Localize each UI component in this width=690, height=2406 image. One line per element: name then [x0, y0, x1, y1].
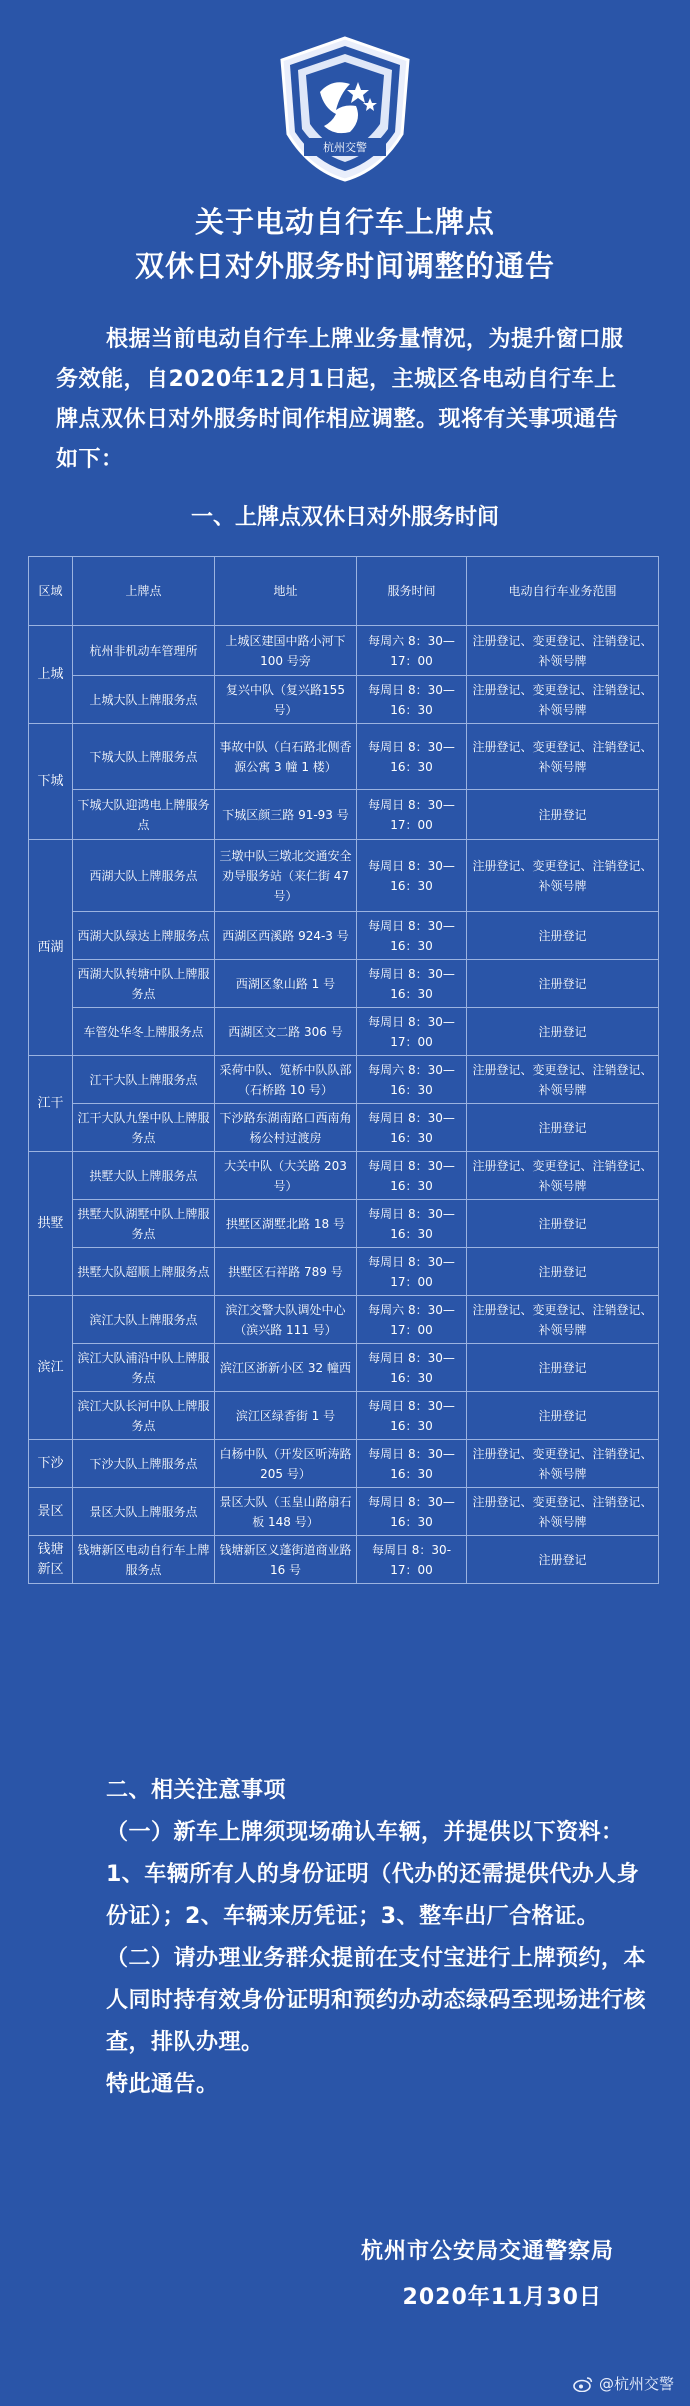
point-cell: 滨江大队长河中队上牌服务点 — [73, 1392, 215, 1440]
address-cell: 滨江交警大队调处中心（滨兴路 111 号） — [215, 1296, 357, 1344]
table-row — [29, 1152, 659, 1200]
time-cell: 每周日 8：30—16：30 — [357, 676, 467, 724]
point-cell: 江干大队上牌服务点 — [73, 1056, 215, 1104]
intro-paragraph — [56, 320, 636, 480]
time-cell: 每周日 8：30—16：30 — [357, 1488, 467, 1536]
point-cell: 下城大队迎鸿电上牌服务点 — [73, 790, 215, 840]
service-time-table — [28, 556, 659, 1584]
point-cell: 滨江大队浦沿中队上牌服务点 — [73, 1344, 215, 1392]
header-district: 区域 — [29, 557, 73, 626]
section-1-title: 一、上牌点双休日对外服务时间 — [190, 505, 499, 530]
address-cell: 钱塘新区义蓬街道商业路 16 号 — [215, 1536, 357, 1584]
district-cell: 上城 — [29, 626, 73, 724]
address-cell: 大关中队（大关路 203 号） — [215, 1152, 357, 1200]
address-cell: 拱墅区湖墅北路 18 号 — [215, 1200, 357, 1248]
note-2: （二）请办理业务群众提前在支付宝进行上牌预约，本人同时持有效身份证明和预约办动态绿码至现场进行核查，排队办理。 — [106, 1946, 647, 2055]
point-cell: 上城大队上牌服务点 — [73, 676, 215, 724]
address-cell: 上城区建国中路小河下 100 号旁 — [215, 626, 357, 676]
weibo-icon — [573, 2376, 593, 2392]
time-cell: 每周日 8：30—17：00 — [357, 1248, 467, 1296]
table-row — [29, 1008, 659, 1056]
point-cell: 杭州非机动车管理所 — [73, 626, 215, 676]
scope-cell: 注册登记 — [467, 960, 659, 1008]
table-row — [29, 1248, 659, 1296]
address-cell: 下沙路东湖南路口西南角杨公村过渡房 — [215, 1104, 357, 1152]
time-cell: 每周六 8：30—17：00 — [357, 1296, 467, 1344]
time-cell: 每周日 8：30-17：00 — [357, 1536, 467, 1584]
title-line-1: 关于电动自行车上牌点 — [194, 205, 495, 239]
scope-cell: 注册登记 — [467, 1248, 659, 1296]
table-row — [29, 1344, 659, 1392]
address-cell: 事故中队（白石路北侧香源公寓 3 幢 1 楼） — [215, 724, 357, 790]
scope-cell: 注册登记、变更登记、注销登记、补领号牌 — [467, 840, 659, 912]
point-cell: 钱塘新区电动自行车上牌服务点 — [73, 1536, 215, 1584]
district-cell: 下城 — [29, 724, 73, 840]
address-cell: 采荷中队、笕桥中队队部（石桥路 10 号） — [215, 1056, 357, 1104]
scope-cell: 注册登记、变更登记、注销登记、补领号牌 — [467, 1296, 659, 1344]
watermark-text: @杭州交警 — [598, 2375, 674, 2393]
scope-cell: 注册登记 — [467, 1104, 659, 1152]
address-cell: 西湖区文二路 306 号 — [215, 1008, 357, 1056]
time-cell: 每周日 8：30—16：30 — [357, 1344, 467, 1392]
scope-cell: 注册登记 — [467, 1344, 659, 1392]
scope-cell: 注册登记 — [467, 1536, 659, 1584]
time-cell: 每周日 8：30—17：00 — [357, 1008, 467, 1056]
time-cell: 每周日 8：30—16：30 — [357, 1200, 467, 1248]
time-cell: 每周六 8：30—16：30 — [357, 1056, 467, 1104]
address-cell: 三墩中队三墩北交通安全劝导服务站（来仁街 47 号） — [215, 840, 357, 912]
table-row — [29, 676, 659, 724]
district-cell: 钱塘新区 — [29, 1536, 73, 1584]
point-cell: 拱墅大队湖墅中队上牌服务点 — [73, 1200, 215, 1248]
address-cell: 滨江区浙新小区 32 幢西 — [215, 1344, 357, 1392]
point-cell: 下沙大队上牌服务点 — [73, 1440, 215, 1488]
time-cell: 每周日 8：30—17：00 — [357, 790, 467, 840]
signature-org: 杭州市公安局交通警察局 — [360, 2239, 614, 2264]
scope-cell: 注册登记 — [467, 790, 659, 840]
table-header-row — [29, 557, 659, 626]
table-row — [29, 626, 659, 676]
table-row — [29, 724, 659, 790]
scope-cell: 注册登记、变更登记、注销登记、补领号牌 — [467, 724, 659, 790]
time-cell: 每周日 8：30—16：30 — [357, 724, 467, 790]
address-cell: 滨江区绿香街 1 号 — [215, 1392, 357, 1440]
time-cell: 每周日 8：30—16：30 — [357, 1152, 467, 1200]
scope-cell: 注册登记 — [467, 1200, 659, 1248]
district-cell: 景区 — [29, 1488, 73, 1536]
table-row — [29, 790, 659, 840]
scope-cell: 注册登记、变更登记、注销登记、补领号牌 — [467, 1488, 659, 1536]
time-cell: 每周日 8：30—16：30 — [357, 1392, 467, 1440]
header-point: 上牌点 — [73, 557, 215, 626]
note-1: （一）新车上牌须现场确认车辆，并提供以下资料：1、车辆所有人的身份证明（代办的还需提供代办人身份证）；2、车辆来历凭证；3、整车出厂合格证。 — [106, 1820, 640, 1929]
district-cell: 西湖 — [29, 840, 73, 1056]
closing-text: 特此通告。 — [106, 2072, 219, 2097]
table-row — [29, 1104, 659, 1152]
time-cell: 每周日 8：30—16：30 — [357, 1440, 467, 1488]
point-cell: 车管处华冬上牌服务点 — [73, 1008, 215, 1056]
signature-date: 2020年11月30日 — [402, 2285, 602, 2310]
point-cell: 西湖大队上牌服务点 — [73, 840, 215, 912]
table-row — [29, 1440, 659, 1488]
district-cell: 下沙 — [29, 1440, 73, 1488]
traffic-police-badge-icon — [270, 34, 420, 184]
time-cell: 每周日 8：30—16：30 — [357, 912, 467, 960]
point-cell: 西湖大队转塘中队上牌服务点 — [73, 960, 215, 1008]
address-cell: 复兴中队（复兴路155 号） — [215, 676, 357, 724]
table-row — [29, 1392, 659, 1440]
watermark — [573, 2373, 674, 2394]
table-row — [29, 840, 659, 912]
address-cell: 西湖区象山路 1 号 — [215, 960, 357, 1008]
table-body — [29, 626, 659, 1584]
scope-cell: 注册登记、变更登记、注销登记、补领号牌 — [467, 1440, 659, 1488]
header-scope: 电动自行车业务范围 — [467, 557, 659, 626]
title-line-2: 双休日对外服务时间调整的通告 — [134, 249, 555, 283]
district-cell: 滨江 — [29, 1296, 73, 1440]
address-cell: 拱墅区石祥路 789 号 — [215, 1248, 357, 1296]
svg-text:杭州交警: 杭州交警 — [323, 141, 367, 154]
time-cell: 每周日 8：30—16：30 — [357, 840, 467, 912]
table-row — [29, 1200, 659, 1248]
point-cell: 滨江大队上牌服务点 — [73, 1296, 215, 1344]
point-cell: 西湖大队绿达上牌服务点 — [73, 912, 215, 960]
point-cell: 江干大队九堡中队上牌服务点 — [73, 1104, 215, 1152]
scope-cell: 注册登记、变更登记、注销登记、补领号牌 — [467, 1056, 659, 1104]
address-cell: 下城区颜三路 91-93 号 — [215, 790, 357, 840]
scope-cell: 注册登记、变更登记、注销登记、补领号牌 — [467, 1152, 659, 1200]
address-cell: 西湖区西溪路 924-3 号 — [215, 912, 357, 960]
table-row — [29, 1488, 659, 1536]
time-cell: 每周六 8：30—17：00 — [357, 626, 467, 676]
table-row — [29, 1536, 659, 1584]
table-row — [29, 1056, 659, 1104]
point-cell: 拱墅大队超顺上牌服务点 — [73, 1248, 215, 1296]
district-cell: 拱墅 — [29, 1152, 73, 1296]
scope-cell: 注册登记、变更登记、注销登记、补领号牌 — [467, 626, 659, 676]
scope-cell: 注册登记、变更登记、注销登记、补领号牌 — [467, 676, 659, 724]
time-cell: 每周日 8：30—16：30 — [357, 960, 467, 1008]
district-cell: 江干 — [29, 1056, 73, 1152]
address-cell: 白杨中队（开发区听涛路 205 号） — [215, 1440, 357, 1488]
section-2-title: 二、相关注意事项 — [106, 1778, 287, 1803]
point-cell: 拱墅大队上牌服务点 — [73, 1152, 215, 1200]
point-cell: 下城大队上牌服务点 — [73, 724, 215, 790]
scope-cell: 注册登记 — [467, 1392, 659, 1440]
address-cell: 景区大队（玉皇山路扇石板 148 号） — [215, 1488, 357, 1536]
scope-cell: 注册登记 — [467, 1008, 659, 1056]
header-address: 地址 — [215, 557, 357, 626]
point-cell: 景区大队上牌服务点 — [73, 1488, 215, 1536]
notes-section — [56, 1770, 646, 2106]
table-row — [29, 1296, 659, 1344]
table-row — [29, 912, 659, 960]
header-time: 服务时间 — [357, 557, 467, 626]
scope-cell: 注册登记 — [467, 912, 659, 960]
table-row — [29, 960, 659, 1008]
time-cell: 每周日 8：30—16：30 — [357, 1104, 467, 1152]
intro-text: 根据当前电动自行车上牌业务量情况，为提升窗口服务效能，自2020年12月1日起，主城区各电动自行车上牌点双休日对外服务时间作相应调整。现将有关事项通告如下： — [56, 327, 624, 472]
